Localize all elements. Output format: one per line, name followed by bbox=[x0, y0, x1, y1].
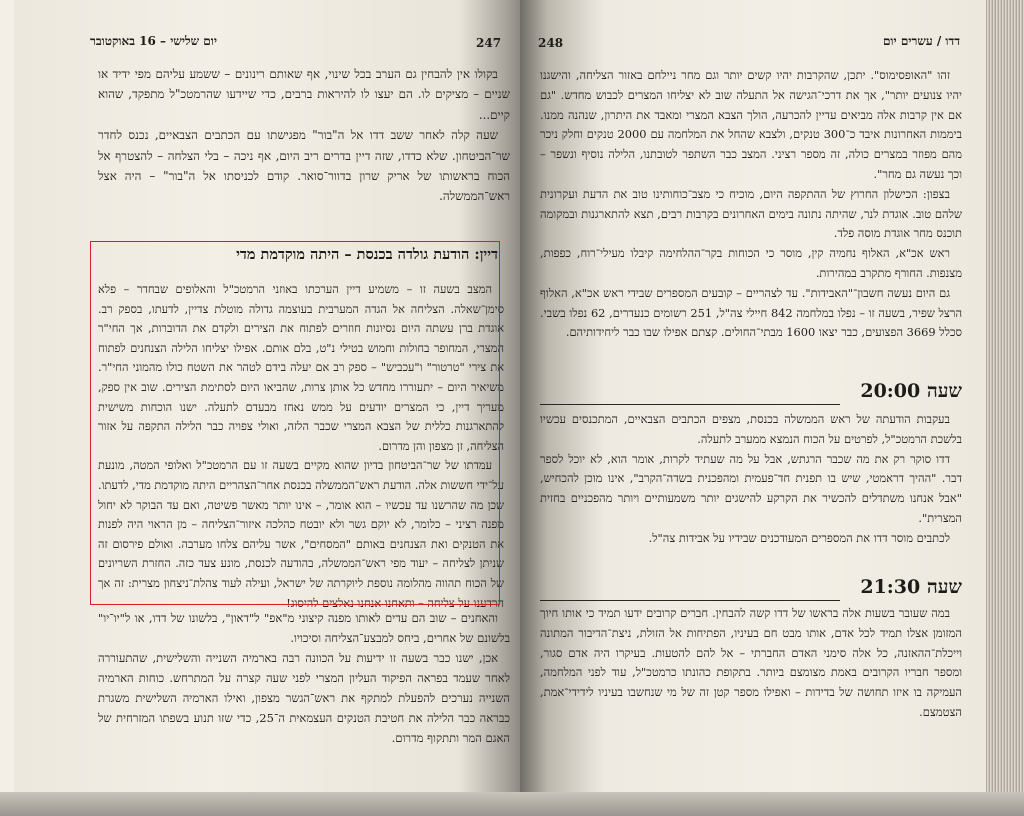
right-running-head: דדו / עשרים יום bbox=[882, 34, 960, 48]
section-20-rule bbox=[540, 404, 840, 405]
right-top-text bbox=[540, 66, 962, 343]
bottom-shadow bbox=[0, 792, 1024, 816]
section-20-text bbox=[540, 410, 962, 549]
paragraph: המצב בשעה זו – משמיע דיין הערכתו באוזני הרמטכ"ל והאלופים שבחדר – פלא סימן־שאלה. הצליחה אל הגדה המערבית בעוצמה גדולה מוטלת צדיין, לדעתו, בספק רב. אוגדת ברן עשתה היום נסיונות חוזרים לפתוח את הצירים ולקדם את הדוברות, אך החי"ר המצרי, המחופר בחולות וחמוש בטילי נ"ט, בלם אותם. אפילו יצליחו הלילה הצנחנים לפתוח את צירי "טרטור" ו"עכביש" – ספק רב אם יעלה בידם לטהר את השטח כולו מהמוני החי"ר. משיאיר היום – יתעוררו מחדש כל אותן צרות, שהביאו היום לסתימת הצירים. שוב אין ספק, מעריך דיין, כי המצרים יודעים על ממש נאחז מבעדם לתעלה. ישנו הוכחות משישית להתארגנות כללית של הצבא המצרי שכבר הלזה, ואולי צפויה כבר הלילה התקפה על אזור הצליחה, זן מצפון והן מדרום. bbox=[98, 283, 504, 453]
paragraph: שעה קלה לאחר ששב דדו אל ה"בור" מפגישתו עם הכתבים הצבאיים, נכנס לחדר שר־הביטחון. שלא כדדו, שזה דיין בדרים ריב היום, אף ניכה – בלי הצלחה – להצטרף אל הכוח בראשותו של אריק שרון בדוור־סואר. קודם לכניסתו אל ה"בור" – היה אצל ראש־הממשלה. bbox=[98, 128, 510, 204]
page-edges bbox=[986, 0, 1024, 800]
paragraph: בקולו אין להבחין גם הערב בכל שינוי, אף שאותם רינונים – ששמע עליהם מפי ידיד או שניים – מציקים לו. הם יעצו לו להיראות ברבים, כדי שיידעו שהרמטכ"ל מתפקד, שהוא קיים... bbox=[98, 67, 510, 122]
paragraph: לכתבים מוסר דדו את המספרים המעודכנים שבידיו על אבידות צה"ל. bbox=[648, 530, 950, 545]
left-bottom-text bbox=[98, 608, 510, 748]
left-running-head: יום שלישי – 16 באוקטובר bbox=[90, 34, 217, 48]
section-2130-text bbox=[540, 604, 962, 723]
left-section-heading: דיין: הודעת גולדה בכנסת – היתה מוקדמת מדי bbox=[236, 246, 498, 263]
right-page bbox=[520, 0, 988, 796]
paragraph: דדו סוקר רק את מה שכבר הרגתש, אבל על מה שעתיד לקרות, אומר הוא, לא יוכל לספר דבר. "ההיך דראמטי, שיש בו תפנית חד־פעמית ומהפכנית בשדה־הקרב", אינו מוכן להכחיש, "אבל אנחנו משתדלים להכשיר את הקרקע להישגים יותר משמעותיים ויותר מהפכניים בחזית המצרית". bbox=[540, 451, 962, 525]
right-page-number: 248 bbox=[538, 36, 564, 50]
paragraph: בעקבות הודעתה של ראש הממשלה בכנסת, מצפים הכתבים הצבאיים, המתכנסים עכשיו בלשכת הרמטכ"ל, לפרטים על הכוח הנמצא ממערב לתעלה. bbox=[540, 412, 962, 446]
section-20-heading: שעה 20:00 bbox=[860, 380, 962, 402]
paragraph: זהו "האופסימוס". יתכן, שהקרבות יהיו קשים יותר וגם מחר ניילחם באזור הצליחה, והישגנו יהיו צנועים יותר", אך את דרכי־הגישה אל התעלה שוב לא יצליחו המצרים לכבוש מחדש. "גם אם אין קרבות אלה מביאים עדיין להכרעה, הולך הצבא המצרי ומאבד את היתרון, שנהנה ממנו. ביממות האחרונות איבד כ־300 טנקים, ולצבא שהחל את המלחמה עם 2000 טנקים וחלק ניכר מהם מפוזר במצרים כולה, זה מספר רציני. המצב כבר השתפר לטובתנו, הלילה נוסיף ונשפר – וכך נעשה גם מחר". bbox=[540, 68, 962, 181]
highlight-box bbox=[90, 241, 500, 605]
section-2130-heading: שעה 21:30 bbox=[860, 576, 962, 598]
paragraph: גם היום נעשה חשבון־"האבידות". עד לצהריים – קובעים המספרים שבידי ראש אכ"א, האלוף הרצל שפיר, בשעה זו – נפלו במלחמה 842 חיילי צה"ל, 251 רשומים כנעדרים, 62 נפלו בשבי. סכלל 3669 הפצועים, כבר יצאו 1600 מבתי־החולים. קצתם אפילו שבו כבר ליחידותיהם. bbox=[540, 285, 962, 340]
left-page-number: 247 bbox=[476, 36, 502, 50]
paragraph: בצפון: הכישלון החרוץ של ההתקפה היום, מוכיח כי מצב־כוחותינו טוב את הדעת ועקרונית שלהם טוב. אוגדת לנר, שהיתה נתונה בימים האחרונים בקרבות רבים, תצא להתארגנות ובמקומה תוכנס מחר אוגדת מוסה פלד. bbox=[540, 186, 962, 241]
paragraph: במה שעובר בשעות אלה בראשו של דדו קשה להבחין. חברים קרובים ידעו תמיד כי אותו חיוך המזומן אצלו תמיד לכל אדם, אותו מבט חם בעיניו, הפתיחות אל הזולת, ניצת־הדיבור המתונה וייכלת־ההאזנה, כל אלה סימני האדם החברתי – אל להם להטעות. בעיקרו היה אדם סגור, ומספר חבריו הקרובים באמת מצומצם ביותר. בתקופת כהונתו כרמטכ"ל, עוד לפני המלחמה, העמיקה בו איזו תחושה של בדידות – ואפילו מספר קטן זה של מי שנחשבו בעיניו לידידי־אמת, הצטמצם. bbox=[540, 606, 962, 719]
paragraph: עמדתו של שר־הביטחון בדיון שהוא מקיים בשעה זו עם הרמטכ"ל ואלופי המטה, מונעת על־ידי חששות אלה. הודעת ראש־הממשלה בכנסת אחר־הצהריים היתה מוקדמת מדי, לדעתו. שכן מה שהרשנו עד עכשיו – הוא אומר, – אינו יותר מאשר פשיטה, ואם עד הבוקר לא יחול מפנה רציני – כלומר, לא יוקם גשר ולא יובטח כהלכה איזור־הצליחה – מן הראוי היה לפנות את הטנקים ואת הצנחנים באותם "המסחים", אשר עליהם צלחו מערבה. ואולם פירסום זה שניתן לצליחה – יעוד מפי ראש־הממשלה, בהודעה לכנסת, מונע צעד כזה. החזרת השריונים של הכוח תהווה מהלומה נוספת ליוקרתה של ישראל, ועילה לעוד צהלת־ניצחון מצרית: זה אך הרדענו על צליחה – ותאחנו אנחנו נאלצים להיסוג! bbox=[98, 459, 504, 610]
section-2130-rule bbox=[540, 600, 840, 601]
paragraph: והאחנים – שוב הם עדים לאותו מפנה קיצוני מ"אפ" ל"דאון", בלשונו של דדו, או ל"יו־יו" בלשונם של אחרים, ביחס למבצע־הצליחה וסיכויו. bbox=[98, 611, 510, 645]
paragraph: ראש אכ"א, האלוף נחמיה קין, מוסר כי הכוחות בקר־ההלחימה קיבלו מעילי־רוח, כפפות, מצנפות. החורף מתקרב במהירות. bbox=[540, 246, 962, 280]
left-top-text bbox=[98, 64, 510, 207]
paragraph: אכן, ישנו כבר בשעה זו ידיעות על הכוונה רבה בארמיה השנייה והשלישית, שהתעוררה לאחר שעמד בפראה הפיקוד העליון המצרי לפני שעה קצרה על המתרחש. כוחות הארמיה השנייה נערכים להפעלת למתקף את ראש־הגשר מצפון, ואילו הארמיה השלישית משגרת כבראה כבר הלילה את חטיבת הטנקים העצמאית ה־25, כדי שזו תנוע בשפתו המזרחית של האגם המר ותתקוף מדרום. bbox=[98, 651, 510, 745]
